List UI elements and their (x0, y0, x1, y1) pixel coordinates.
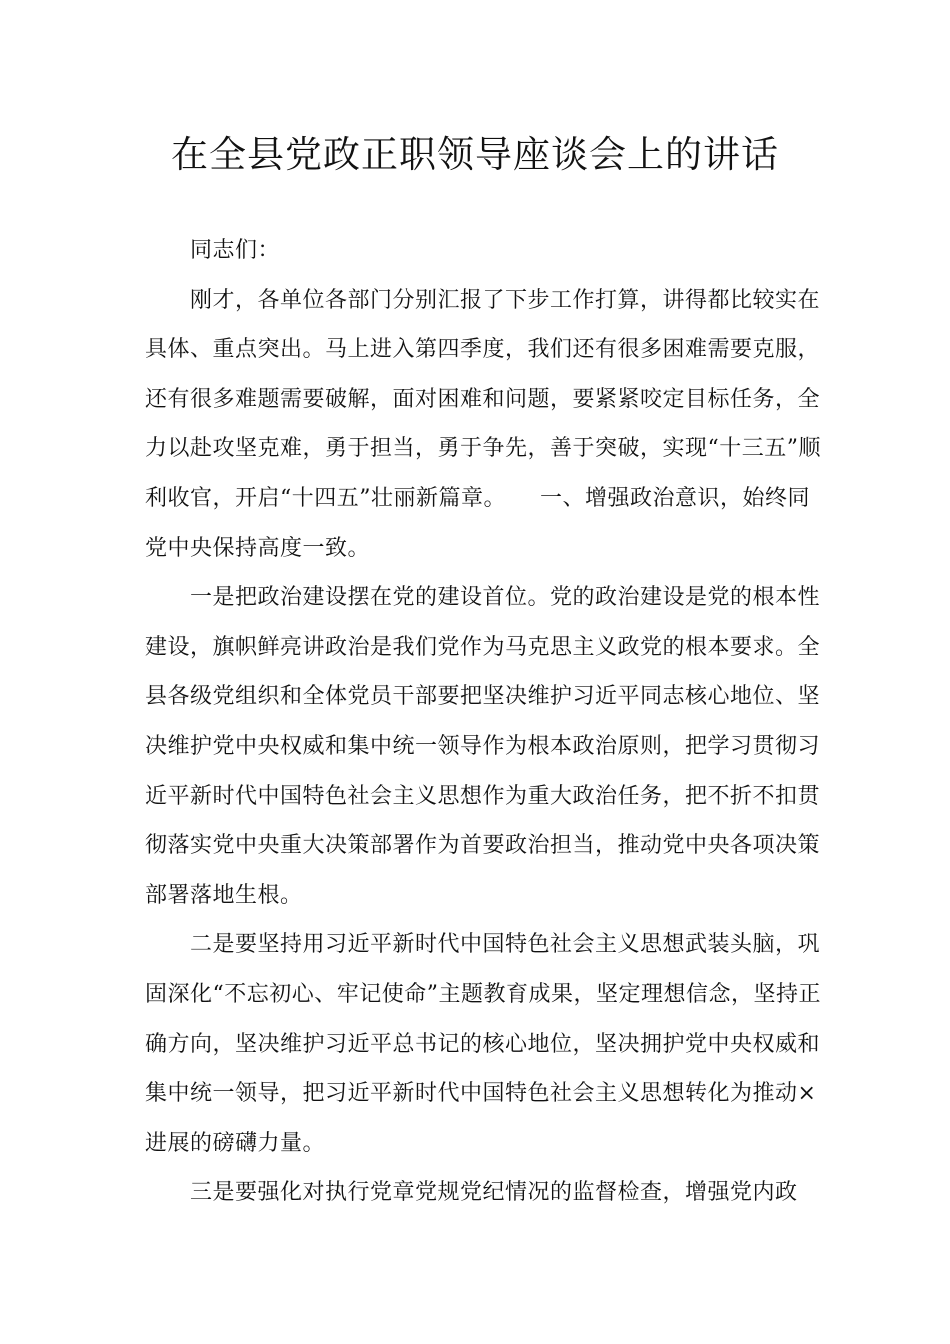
paragraph-2: 一是把政治建设摆在党的建设首位。党的政治建设是党的根本性建设，旗帜鲜亮讲政治是我们党作为马克思主义政党的根本要求。全县各级党组织和全体党员干部要把坚决维护习近平同志核心地位、坚决维护党中央权威和集中统一领导作为根本政治原则，把学习贯彻习近平新时代中国特色社会主义思想作为重大政治任务，把不折不扣贯彻落实党中央重大决策部署作为首要政治担当，推动党中央各项决策部署落地生根。 (145, 585, 821, 908)
paragraph-3: 二是要坚持用习近平新时代中国特色社会主义思想武装头脑，巩固深化“不忘初心、牢记使命”主题教育成果，坚定理想信念，坚持正确方向，坚决维护习近平总书记的核心地位，坚决拥护党中央权威和集中统一领导，把习近平新时代中国特色社会主义思想转化为推动×进展的磅礴力量。 (145, 932, 821, 1156)
paragraph-1: 刚才，各单位各部门分别汇报了下步工作打算，讲得都比较实在具体、重点突出。马上进入第四季度，我们还有很多困难需要克服，还有很多难题需要破解，面对困难和问题，要紧紧咬定目标任务，全力以赴攻坚克难，勇于担当，勇于争先，善于突破，实现“十三五”顺利收官，开启“十四五”壮丽新篇章。 一、增强政治意识，始终同党中央保持高度一致。 (145, 287, 821, 561)
document-title: 在全县党政正职领导座谈会上的讲话 (171, 133, 779, 176)
paragraph-4: 三是要强化对执行党章党规党纪情况的监督检查，增强党内政 (190, 1180, 798, 1206)
salutation: 同志们： (190, 238, 281, 263)
document-body (145, 226, 825, 1218)
